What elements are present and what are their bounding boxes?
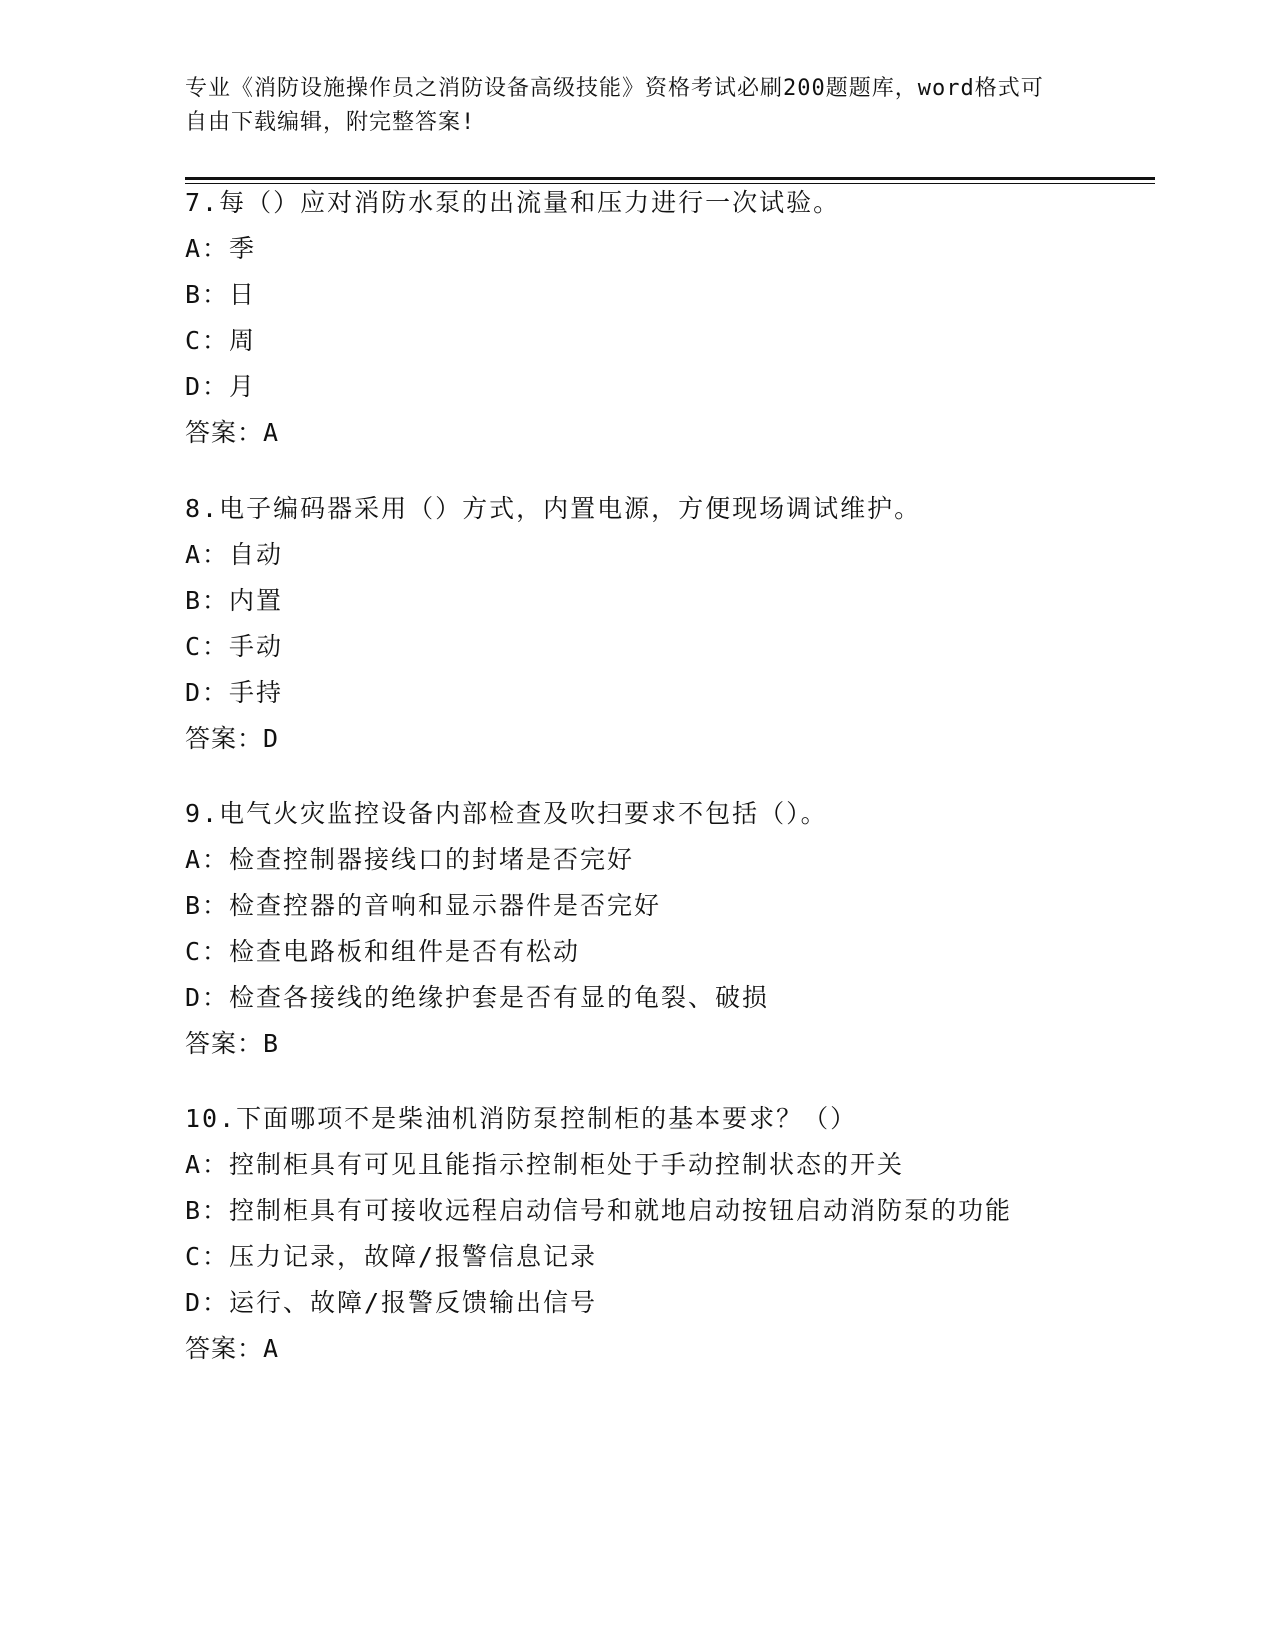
option-b — [185, 883, 1155, 929]
option-b — [185, 272, 1155, 318]
option-c — [185, 318, 1155, 364]
question-9 — [185, 791, 1155, 1067]
question-8 — [185, 486, 1155, 762]
option-text: 检查各接线的绝缘护套是否有显的龟裂、破损 — [229, 983, 770, 1012]
option-d — [185, 975, 1155, 1021]
answer: 答案：B — [185, 1029, 280, 1058]
option-text: 控制柜具有可见且能指示控制柜处于手动控制状态的开关 — [229, 1150, 905, 1179]
option-text: 控制柜具有可接收远程启动信号和就地启动按钮启动消防泵的功能 — [229, 1196, 1013, 1225]
option-a — [185, 837, 1155, 883]
option-key: D： — [185, 983, 230, 1012]
answer: 答案：A — [185, 418, 280, 447]
question-stem: 7.每（）应对消防水泵的出流量和压力进行一次试验。 — [185, 188, 841, 217]
option-key: B： — [185, 1196, 230, 1225]
option-text: 周 — [229, 326, 257, 355]
answer: 答案：D — [185, 724, 280, 753]
option-c — [185, 624, 1155, 670]
option-d — [185, 1280, 1155, 1326]
option-key: C： — [185, 326, 230, 355]
option-d — [185, 670, 1155, 716]
option-key: A： — [185, 1150, 230, 1179]
question-stem: 9.电气火灾监控设备内部检查及吹扫要求不包括（）。 — [185, 799, 828, 828]
option-d — [185, 364, 1155, 410]
option-key: C： — [185, 632, 230, 661]
option-key: B： — [185, 280, 230, 309]
option-key: B： — [185, 586, 230, 615]
option-text: 检查电路板和组件是否有松动 — [229, 937, 581, 966]
question-stem: 8.电子编码器采用（）方式，内置电源，方便现场调试维护。 — [185, 494, 922, 523]
option-text: 内置 — [229, 586, 284, 615]
option-text: 日 — [229, 280, 257, 309]
document-header: 专业《消防设施操作员之消防设备高级技能》资格考试必刷200题题库，word格式可自由下载编辑，附完整答案! — [185, 76, 1044, 135]
option-text: 自动 — [229, 540, 284, 569]
option-text: 月 — [229, 372, 257, 401]
option-key: A： — [185, 845, 230, 874]
option-b — [185, 578, 1155, 624]
option-key: D： — [185, 372, 230, 401]
option-text: 检查控制器接线口的封堵是否完好 — [229, 845, 635, 874]
question-7 — [185, 180, 1155, 456]
option-a — [185, 532, 1155, 578]
option-a — [185, 226, 1155, 272]
option-key: A： — [185, 234, 230, 263]
option-key: C： — [185, 937, 230, 966]
option-text: 季 — [229, 234, 257, 263]
option-text: 运行、故障/报警反馈输出信号 — [229, 1288, 598, 1317]
option-text: 压力记录，故障/报警信息记录 — [229, 1242, 598, 1271]
option-key: C： — [185, 1242, 230, 1271]
option-b — [185, 1188, 1155, 1234]
option-text: 手动 — [229, 632, 284, 661]
option-key: A： — [185, 540, 230, 569]
option-key: B： — [185, 891, 230, 920]
option-c — [185, 929, 1155, 975]
answer: 答案：A — [185, 1334, 280, 1363]
option-text: 检查控器的音响和显示器件是否完好 — [229, 891, 662, 920]
option-c — [185, 1234, 1155, 1280]
option-a — [185, 1142, 1155, 1188]
option-key: D： — [185, 678, 230, 707]
question-10 — [185, 1096, 1155, 1372]
option-key: D： — [185, 1288, 230, 1317]
option-text: 手持 — [229, 678, 284, 707]
question-stem: 10.下面哪项不是柴油机消防泵控制柜的基本要求？（） — [185, 1104, 858, 1133]
